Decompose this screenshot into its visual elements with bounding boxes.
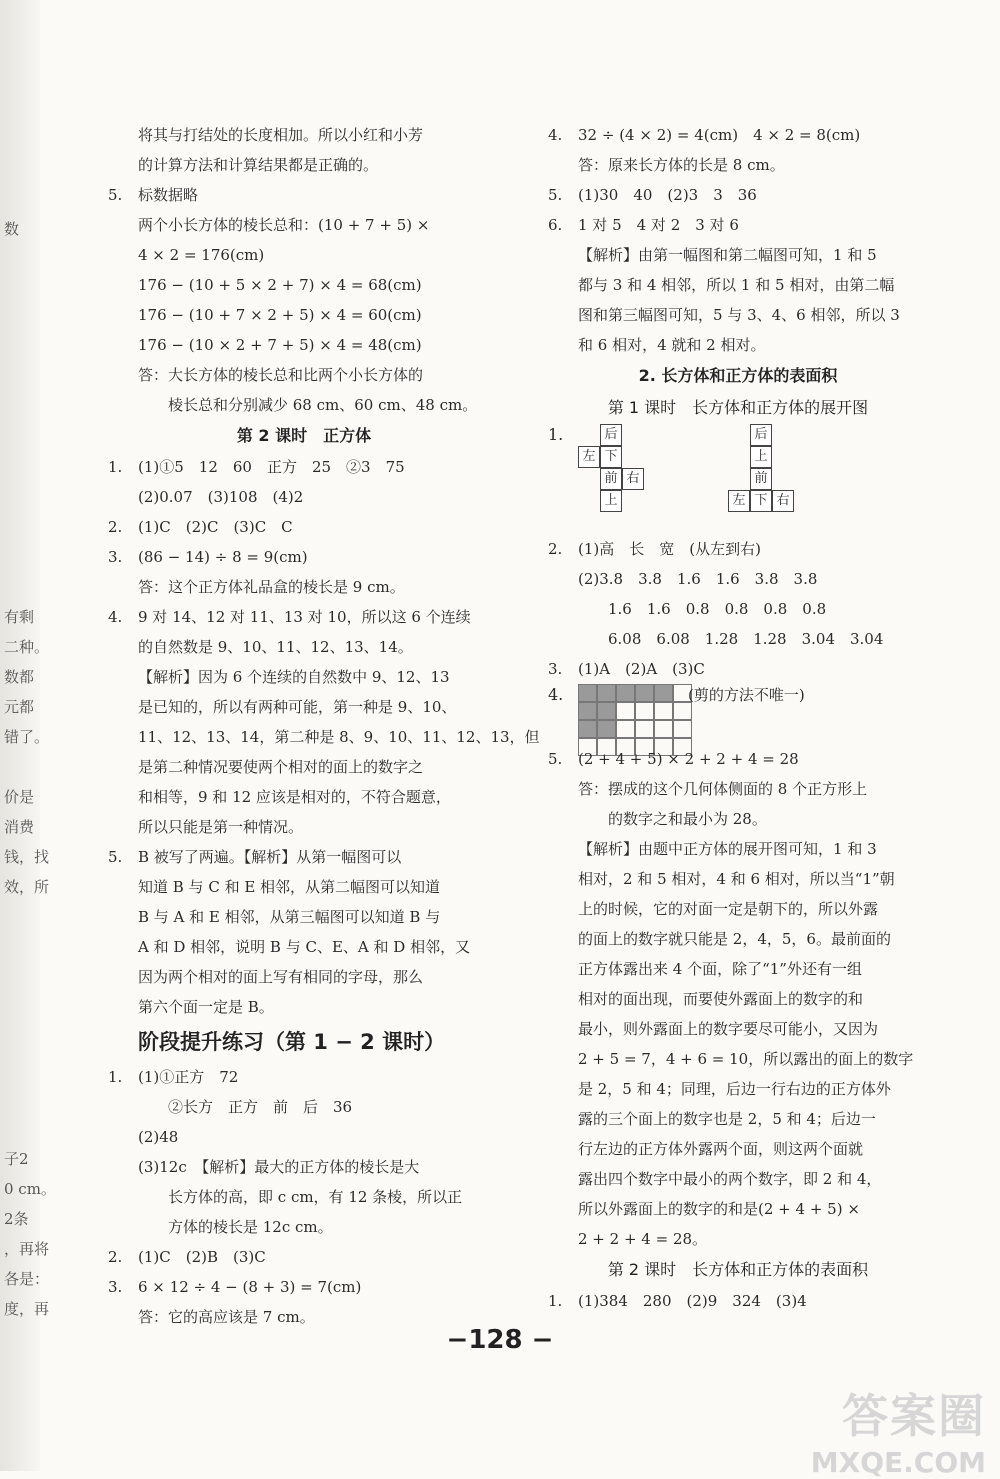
text-line bbox=[108, 992, 500, 1022]
line-text: 176 − (10 + 7 × 2 + 5) × 4 = 60(cm) bbox=[138, 306, 422, 324]
line-text: 和相等，9 和 12 应该是相对的，不符合题意， bbox=[138, 788, 451, 806]
line-text: 露出四个数字中最小的两个数字，即 2 和 4， bbox=[578, 1170, 882, 1188]
watermark-text: 答案圈 bbox=[842, 1389, 986, 1443]
line-text: (1)①正方 72 bbox=[138, 1068, 239, 1086]
cut-off-text: 子2 bbox=[4, 1150, 29, 1168]
cut-off-text: 数 bbox=[4, 220, 20, 238]
line-text: 是已知的，所以有两种可能，第一种是 9、10、 bbox=[138, 698, 457, 716]
text-line bbox=[108, 1152, 500, 1182]
text-line bbox=[108, 662, 500, 692]
cut-off-text: 价是 bbox=[4, 788, 35, 806]
line-text: 行左边的正方体外露两个面，则这两个面就 bbox=[578, 1140, 864, 1158]
line-text: 176 − (10 × 2 + 7 + 5) × 4 = 48(cm) bbox=[138, 336, 422, 354]
question-number: 1. bbox=[548, 1292, 563, 1310]
cut-off-text: 错了。 bbox=[4, 728, 50, 746]
line-text: 答：大长方体的棱长总和比两个小长方体的 bbox=[138, 366, 424, 384]
line-text: 【解析】因为 6 个连续的自然数中 9、12、13 bbox=[138, 668, 450, 686]
text-line bbox=[108, 452, 500, 482]
text-line bbox=[108, 692, 500, 722]
text-line bbox=[548, 1044, 928, 1074]
text-line bbox=[108, 902, 500, 932]
question-number: 2. bbox=[108, 1248, 123, 1266]
line-text: (1)384 280 (2)9 324 (3)4 bbox=[578, 1292, 807, 1310]
text-line bbox=[548, 1164, 928, 1194]
cube-net-figures bbox=[548, 424, 928, 534]
text-line bbox=[108, 270, 500, 300]
grid-cell bbox=[597, 684, 616, 702]
grid-cell bbox=[654, 720, 673, 738]
text-line bbox=[548, 804, 928, 834]
line-text: 11、12、13、14，第二种是 8、9、10、11、12、13，但 bbox=[138, 728, 540, 746]
net-face: 前 bbox=[750, 468, 772, 490]
line-text: 最小，则外露面上的数字要尽可能小，又因为 bbox=[578, 1020, 879, 1038]
grid-cell bbox=[616, 702, 635, 720]
text-line bbox=[108, 782, 500, 812]
text-line bbox=[548, 210, 928, 240]
line-text: 的计算方法和计算结果都是正确的。 bbox=[138, 156, 379, 174]
text-line bbox=[108, 1182, 500, 1212]
grid-cell bbox=[616, 684, 635, 702]
text-line bbox=[108, 1062, 500, 1092]
question-number: 5. bbox=[548, 186, 563, 204]
line-text: 的自然数是 9、10、11、12、13、14。 bbox=[138, 638, 413, 656]
text-line bbox=[548, 1134, 928, 1164]
text-line bbox=[548, 120, 928, 150]
text-line bbox=[108, 240, 500, 270]
line-text: 所以只能是第一种情况。 bbox=[138, 818, 304, 836]
cut-off-text: 各是： bbox=[4, 1270, 50, 1288]
grid-cell bbox=[616, 720, 635, 738]
net-face: 左 bbox=[728, 490, 750, 512]
text-line bbox=[548, 924, 928, 954]
line-text: (1)高 长 宽 (从左到右) bbox=[578, 540, 761, 558]
question-number: 3. bbox=[548, 660, 563, 678]
line-text: (1)C (2)B (3)C bbox=[138, 1248, 266, 1266]
text-line bbox=[548, 534, 928, 564]
question-number: 3. bbox=[108, 548, 123, 566]
grid-cell bbox=[578, 684, 597, 702]
grid-cell bbox=[654, 684, 673, 702]
net-face: 上 bbox=[600, 490, 622, 512]
net-face: 右 bbox=[772, 490, 794, 512]
net-face: 右 bbox=[622, 468, 644, 490]
line-text: 是 2，5 和 4；同理，后边一行右边的正方体外 bbox=[578, 1080, 891, 1098]
line-text: (1)①5 12 60 正方 25 ②3 75 bbox=[138, 458, 405, 476]
line-text: 6 × 12 ÷ 4 − (8 + 3) = 7(cm) bbox=[138, 1278, 362, 1296]
text-line bbox=[548, 834, 928, 864]
lesson-title: 第 1 课时 长方体和正方体的展开图 bbox=[607, 398, 869, 417]
cut-off-text: 效，所 bbox=[4, 878, 50, 896]
text-line bbox=[108, 482, 500, 512]
line-text: (2 + 4 + 5) × 2 + 2 + 4 = 28 bbox=[578, 750, 799, 768]
line-text: 2 + 5 = 7，4 + 6 = 10，所以露出的面上的数字 bbox=[578, 1050, 914, 1068]
text-line bbox=[108, 752, 500, 782]
text-line bbox=[108, 180, 500, 210]
text-line bbox=[108, 842, 500, 872]
line-text: 6.08 6.08 1.28 1.28 3.04 3.04 bbox=[608, 630, 884, 648]
line-text: B 被写了两遍。【解析】从第一幅图可以 bbox=[138, 848, 402, 866]
line-text: 是第二种情况要使两个相对的面上的数字之 bbox=[138, 758, 424, 776]
text-line bbox=[548, 270, 928, 300]
text-line bbox=[108, 1212, 500, 1242]
text-line bbox=[548, 180, 928, 210]
text-line bbox=[548, 1286, 928, 1316]
net-face: 下 bbox=[750, 490, 772, 512]
line-text: 1 对 5 4 对 2 3 对 6 bbox=[578, 216, 739, 234]
line-text: ②长方 正方 前 后 36 bbox=[168, 1098, 353, 1116]
line-text: 的面上的数字就只能是 2，4，5，6。最前面的 bbox=[578, 930, 891, 948]
line-text: 和 6 相对，4 就和 2 相对。 bbox=[578, 336, 766, 354]
text-line bbox=[108, 812, 500, 842]
cut-off-text: 2条 bbox=[4, 1210, 29, 1228]
cut-note: (剪的方法不唯一) bbox=[688, 686, 805, 704]
text-line bbox=[548, 330, 928, 360]
question-number: 2. bbox=[108, 518, 123, 536]
line-text: 方体的棱长是 12c cm。 bbox=[168, 1218, 333, 1236]
line-text: 1.6 1.6 0.8 0.8 0.8 0.8 bbox=[608, 600, 827, 618]
text-line bbox=[548, 744, 928, 774]
line-text: 因为两个相对的面上写有相同的字母，那么 bbox=[138, 968, 424, 986]
question-number: 4. bbox=[548, 685, 564, 704]
text-line bbox=[108, 602, 500, 632]
cut-grid-figure bbox=[548, 684, 928, 744]
lesson-title: 第 2 课时 长方体和正方体的表面积 bbox=[607, 1260, 869, 1279]
watermark-logo bbox=[811, 1380, 986, 1479]
cut-off-text: 消费 bbox=[4, 818, 35, 836]
line-text: 将其与打结处的长度相加。所以小红和小芳 bbox=[138, 126, 424, 144]
text-line bbox=[548, 150, 928, 180]
line-text: (2)48 bbox=[138, 1128, 179, 1146]
text-line bbox=[108, 330, 500, 360]
net-face: 下 bbox=[600, 446, 622, 468]
question-number: 6. bbox=[548, 216, 563, 234]
text-line bbox=[548, 564, 928, 594]
question-number: 4. bbox=[108, 608, 123, 626]
text-line bbox=[108, 1272, 500, 1302]
question-number: 5. bbox=[548, 750, 563, 768]
text-line bbox=[108, 1242, 500, 1272]
text-line bbox=[548, 1014, 928, 1044]
text-line bbox=[548, 1224, 928, 1254]
line-text: 答：摆成的这个几何体侧面的 8 个正方形上 bbox=[578, 780, 868, 798]
line-text: 正方体露出来 4 个面，除了“1”外还有一组 bbox=[578, 960, 862, 978]
question-number: 5. bbox=[108, 186, 123, 204]
line-text: (86 − 14) ÷ 8 = 9(cm) bbox=[138, 548, 308, 566]
line-text: 的数字之和最小为 28。 bbox=[608, 810, 767, 828]
line-text: 露的三个面上的数字也是 2，5 和 4；后边一 bbox=[578, 1110, 876, 1128]
net-face: 左 bbox=[578, 446, 600, 468]
line-text: 答：这个正方体礼品盒的棱长是 9 cm。 bbox=[138, 578, 405, 596]
line-text: 第六个面一定是 B。 bbox=[138, 998, 274, 1016]
question-number: 1. bbox=[108, 1068, 123, 1086]
question-number: 4. bbox=[548, 126, 563, 144]
line-text: 棱长总和分别减少 68 cm、60 cm、48 cm。 bbox=[168, 396, 478, 414]
grid-cell bbox=[635, 684, 654, 702]
question-number: 1. bbox=[548, 425, 564, 444]
text-line bbox=[548, 894, 928, 924]
text-line bbox=[548, 1074, 928, 1104]
line-text: (2)0.07 (3)108 (4)2 bbox=[138, 488, 304, 506]
line-text: 答：它的高应该是 7 cm。 bbox=[138, 1308, 315, 1326]
text-line bbox=[108, 962, 500, 992]
net-face: 上 bbox=[750, 446, 772, 468]
net-face: 后 bbox=[750, 424, 772, 446]
line-text: 32 ÷ (4 × 2) = 4(cm) 4 × 2 = 8(cm) bbox=[578, 126, 861, 144]
stage-practice-title: 阶段提升练习（第 1 − 2 课时） bbox=[138, 1030, 446, 1054]
text-line bbox=[108, 210, 500, 240]
left-column bbox=[108, 120, 540, 1332]
line-text: 两个小长方体的棱长总和：(10 + 7 + 5) × bbox=[138, 216, 430, 234]
text-line bbox=[108, 542, 500, 572]
net-face: 前 bbox=[600, 468, 622, 490]
line-text: 都与 3 和 4 相邻，所以 1 和 5 相对，由第二幅 bbox=[578, 276, 895, 294]
text-line bbox=[108, 300, 500, 330]
grid-cell bbox=[635, 720, 654, 738]
cut-off-text: 元都 bbox=[4, 698, 35, 716]
text-line bbox=[108, 722, 540, 752]
net-face: 后 bbox=[600, 424, 622, 446]
line-text: 上的时候，它的对面一定是朝下的，所以外露 bbox=[578, 900, 879, 918]
line-text: 相对的面出现，而要使外露面上的数字的和 bbox=[578, 990, 864, 1008]
grid-cell bbox=[578, 720, 597, 738]
line-text: (3)12c 【解析】最大的正方体的棱长是大 bbox=[138, 1158, 420, 1176]
question-number: 2. bbox=[548, 540, 563, 558]
text-line bbox=[548, 624, 928, 654]
watermark-url: MXQE.COM bbox=[810, 1446, 986, 1479]
text-line bbox=[548, 594, 928, 624]
grid-cell bbox=[654, 702, 673, 720]
line-text: 标数据略 bbox=[138, 186, 199, 204]
text-line bbox=[548, 240, 928, 270]
line-text: 相对，2 和 5 相对，4 和 6 相对，所以当“1”朝 bbox=[578, 870, 895, 888]
right-column bbox=[548, 120, 928, 1316]
line-text: (2)3.8 3.8 1.6 1.6 3.8 3.8 bbox=[578, 570, 818, 588]
line-text: 所以外露面上的数字的和是(2 + 4 + 5) × bbox=[578, 1200, 860, 1218]
line-text: 9 对 14、12 对 11、13 对 10，所以这 6 个连续 bbox=[138, 608, 471, 626]
text-line bbox=[108, 120, 500, 150]
question-number: 5. bbox=[108, 848, 123, 866]
line-text: A 和 D 相邻，说明 B 与 C、E、A 和 D 相邻，又 bbox=[138, 938, 471, 956]
text-line bbox=[108, 360, 500, 390]
line-text: 4 × 2 = 176(cm) bbox=[138, 246, 265, 264]
text-line bbox=[108, 932, 500, 962]
cut-off-text: 数都 bbox=[4, 668, 35, 686]
line-text: 【解析】由题中正方体的展开图可知，1 和 3 bbox=[578, 840, 877, 858]
cut-off-text: 有剩 bbox=[4, 608, 35, 626]
text-line bbox=[548, 864, 928, 894]
text-line bbox=[548, 984, 928, 1014]
page-number: −128 − bbox=[446, 1325, 554, 1355]
line-text: 答：原来长方体的长是 8 cm。 bbox=[578, 156, 785, 174]
cut-off-text: 二种。 bbox=[4, 638, 50, 656]
line-text: 图和第三幅图可知，5 与 3、4、6 相邻，所以 3 bbox=[578, 306, 900, 324]
line-text: (1)A (2)A (3)C bbox=[578, 660, 705, 678]
text-line bbox=[548, 1104, 928, 1134]
grid-cell bbox=[597, 720, 616, 738]
cut-off-text: 0 cm。 bbox=[4, 1180, 56, 1198]
line-text: 176 − (10 + 5 × 2 + 7) × 4 = 68(cm) bbox=[138, 276, 422, 294]
cut-off-text: ，再将 bbox=[4, 1240, 50, 1258]
cut-off-text: 钱，找 bbox=[4, 848, 50, 866]
line-text: 长方体的高，即 c cm，有 12 条棱，所以正 bbox=[168, 1188, 463, 1206]
cut-off-text: 度，再 bbox=[4, 1300, 50, 1318]
text-line bbox=[108, 512, 500, 542]
line-text: 知道 B 与 C 和 E 相邻，从第二幅图可以知道 bbox=[138, 878, 441, 896]
text-line bbox=[108, 150, 500, 180]
text-line bbox=[548, 774, 928, 804]
grid-cell bbox=[578, 702, 597, 720]
text-line bbox=[108, 572, 500, 602]
text-line bbox=[548, 300, 928, 330]
line-text: 2 + 2 + 4 = 28。 bbox=[578, 1230, 708, 1248]
text-line bbox=[108, 1122, 500, 1152]
text-line bbox=[108, 1092, 500, 1122]
grid-cell bbox=[635, 702, 654, 720]
grid-cell bbox=[597, 702, 616, 720]
grid-cell bbox=[673, 720, 692, 738]
section-title: 第 2 课时 正方体 bbox=[236, 426, 372, 445]
text-line bbox=[548, 954, 928, 984]
text-line bbox=[548, 1194, 928, 1224]
text-line bbox=[108, 632, 500, 662]
line-text: B 与 A 和 E 相邻，从第三幅图可以知道 B 与 bbox=[138, 908, 441, 926]
question-number: 3. bbox=[108, 1278, 123, 1296]
line-text: (1)30 40 (2)3 3 36 bbox=[578, 186, 757, 204]
section-title: 2. 长方体和正方体的表面积 bbox=[638, 366, 838, 385]
text-line bbox=[548, 654, 928, 684]
line-text: 【解析】由第一幅图和第二幅图可知，1 和 5 bbox=[578, 246, 877, 264]
text-line bbox=[108, 390, 500, 420]
text-line bbox=[108, 872, 500, 902]
line-text: (1)C (2)C (3)C C bbox=[138, 518, 293, 536]
question-number: 1. bbox=[108, 458, 123, 476]
